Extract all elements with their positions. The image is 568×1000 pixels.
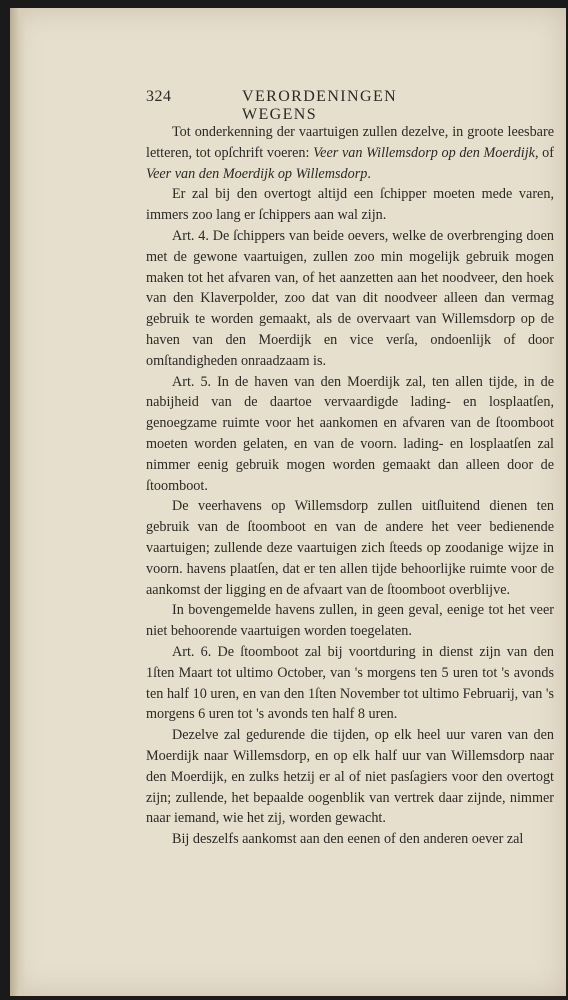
running-head: VERORDENINGEN WEGENS: [242, 88, 398, 123]
paragraph: [146, 122, 554, 184]
paragraph: [146, 642, 554, 725]
paragraph: [146, 600, 554, 642]
text-run: Art. 5. In de haven van den Moerdijk zal, ten allen tijde, in de nabijheid van de daartoe vervaardigde lading- en losplaatſen, genoegzame ruimte voor het aankomen en afvaren van de ſtoomboot moeten worden gelaten, en van de voorn. lading- en losplaatſen zal nimmer eenig gebruik mogen worden gemaakt dan alleen door de ſtoomboot.: [146, 373, 554, 494]
page-binding-shadow: [10, 8, 26, 996]
text-run: Dezelve zal gedurende die tijden, op elk heel uur varen van den Moerdijk naar Willemsdorp, en op elk half uur van Willemsdorp naar den Moerdijk, en zulks hetzij er al of niet pasſagiers voor den overtogt zijn; zullende, het bepaalde oogenblik van vertrek daar zijnde, nimmer naar iemand, wie het zij, worden gewacht.: [146, 727, 554, 827]
paragraph: [146, 372, 554, 497]
text-run: Tot onderkenning der vaartuigen zullen dezelve, in groote leesbare letteren, tot opſchrift voeren:: [146, 124, 554, 161]
italic-text: Veer van den Moerdijk op Willemsdorp: [146, 165, 368, 182]
text-run: Er zal bij den overtogt altijd een ſchipper moeten mede varen, immers zoo lang er ſchippers aan wal zijn.: [146, 186, 554, 224]
paragraph: [146, 226, 554, 372]
paragraph: [146, 725, 554, 829]
text-run: Art. 6. De ſtoomboot zal bij voortduring in dienst zijn van den 1ſten Maart tot ultimo October, van 's morgens ten 5 uren tot 's avonds ten half 10 uren, en van den 1ſten November tot ultimo Februarij, van 's morgens 6 uren tot 's avonds ten half 8 uren.: [146, 643, 554, 723]
body-text: [146, 122, 554, 850]
book-page: [10, 8, 566, 996]
paragraph: [146, 496, 554, 600]
text-run: .: [367, 165, 371, 182]
paragraph: [146, 829, 554, 850]
page-number: 324: [146, 88, 172, 105]
text-run: De veerhavens op Willemsdorp zullen uitſluitend dienen ten gebruik van de ſtoomboot en van de andere het veer bedienende vaartuigen; zullende deze vaartuigen zich ſteeds op zoodanige wijze in voorn. havens plaatſen, dat er ten allen tijde behoorlijke ruimte voor de aankomst der ligging en de afvaart van de ſtoomboot overblijve.: [146, 498, 554, 598]
paragraph: [146, 184, 554, 226]
text-run: , of: [534, 144, 554, 161]
text-run: Art. 4. De ſchippers van beide oevers, welke de overbrenging doen met de gewone vaartuigen, zullen zoo min mogelijk gebruik mogen maken tot het afvaren van, of het aanzetten aan het noodveer, den hoek van den Klaverpolder, zoo dat van dit noodveer alleen dan vermag gebruik te worden gemaakt, als de overvaart van Willemsdorp op de haven van den Moerdijk en vice verſa, ondoenlijk of door omſtandigheden onraadzaam is.: [146, 227, 554, 369]
italic-text: Veer van Willemsdorp op den Moerdijk: [313, 144, 535, 161]
text-run: In bovengemelde havens zullen, in geen geval, eenige tot het veer niet behoorende vaartuigen worden toegelaten.: [146, 602, 554, 640]
text-run: Bij deszelfs aankomst aan den eenen of den anderen oever zal: [172, 831, 524, 848]
